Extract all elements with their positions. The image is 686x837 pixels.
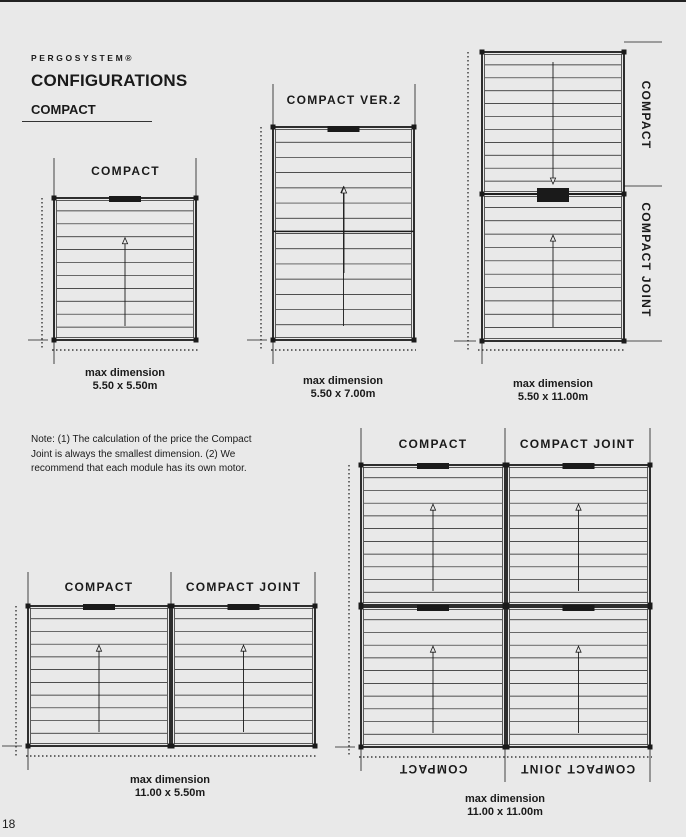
motor-box <box>328 126 360 132</box>
motor-box <box>537 188 569 202</box>
slat-direction-arrowhead <box>122 238 127 244</box>
label-compact-joint-5-top: COMPACT JOINT <box>519 437 636 451</box>
corner-post <box>194 338 199 343</box>
caption-label: max dimension <box>464 793 546 805</box>
corner-post <box>170 604 175 609</box>
corner-post <box>622 50 627 55</box>
note-text: Note: (1) The calculation of the price the Compact Joint is always the smallest dimension. (2) We recommend that each module has its own motor. <box>31 434 252 474</box>
label-compact-joint-5-bottom: COMPACT JOINT <box>519 762 636 776</box>
corner-post <box>271 338 276 343</box>
caption-value: 11.00 x 11.00m <box>467 806 543 818</box>
motor-box <box>563 463 595 469</box>
corner-post <box>622 192 627 197</box>
motor-box <box>417 605 449 611</box>
corner-post <box>480 50 485 55</box>
caption-value: 5.50 x 11.00m <box>517 391 589 403</box>
slat-direction-arrowhead <box>550 235 555 241</box>
corner-post <box>480 192 485 197</box>
motor-box <box>417 463 449 469</box>
page-number: 18 <box>2 817 16 831</box>
slat-direction-arrowhead <box>576 504 581 510</box>
caption-value: 11.00 x 5.50m <box>134 787 206 799</box>
label-compact-5-top: COMPACT <box>398 437 468 451</box>
label-compact-ver2: COMPACT VER.2 <box>286 93 402 107</box>
corner-post <box>412 125 417 130</box>
label-compact-4: COMPACT <box>64 580 134 594</box>
caption-label: max dimension <box>84 367 166 379</box>
caption-label: max dimension <box>302 375 384 387</box>
caption-label: max dimension <box>512 378 594 390</box>
motor-box <box>563 605 595 611</box>
corner-post <box>26 744 31 749</box>
label-compact-joint-vertical: COMPACT JOINT <box>639 202 653 318</box>
page-title: CONFIGURATIONS <box>31 71 188 90</box>
caption-value: 5.50 x 5.50m <box>92 380 158 392</box>
corner-post <box>170 744 175 749</box>
corner-post <box>412 338 417 343</box>
label-compact-5-bottom: COMPACT <box>398 762 468 776</box>
label-compact-vertical: COMPACT <box>639 80 653 150</box>
corner-post <box>313 744 318 749</box>
label-compact-joint-4: COMPACT JOINT <box>185 580 302 594</box>
motor-box <box>83 604 115 610</box>
caption-label: max dimension <box>129 774 211 786</box>
section-subtitle: COMPACT <box>31 102 96 117</box>
slat-direction-arrowhead <box>430 646 435 652</box>
corner-post <box>505 605 510 610</box>
slat-direction-arrowhead <box>96 645 101 651</box>
corner-post <box>359 745 364 750</box>
slat-direction-arrowhead <box>241 645 246 651</box>
corner-post <box>359 605 364 610</box>
corner-post <box>648 605 653 610</box>
corner-post <box>52 338 57 343</box>
corner-post <box>480 339 485 344</box>
label-compact-1: COMPACT <box>91 164 160 178</box>
slat-direction-arrowhead <box>576 646 581 652</box>
brand-name: PERGOSYSTEM® <box>31 53 135 63</box>
slat-direction-arrowhead <box>430 504 435 510</box>
caption-value: 5.50 x 7.00m <box>310 388 376 400</box>
motor-box <box>109 196 141 202</box>
motor-box <box>228 604 260 610</box>
